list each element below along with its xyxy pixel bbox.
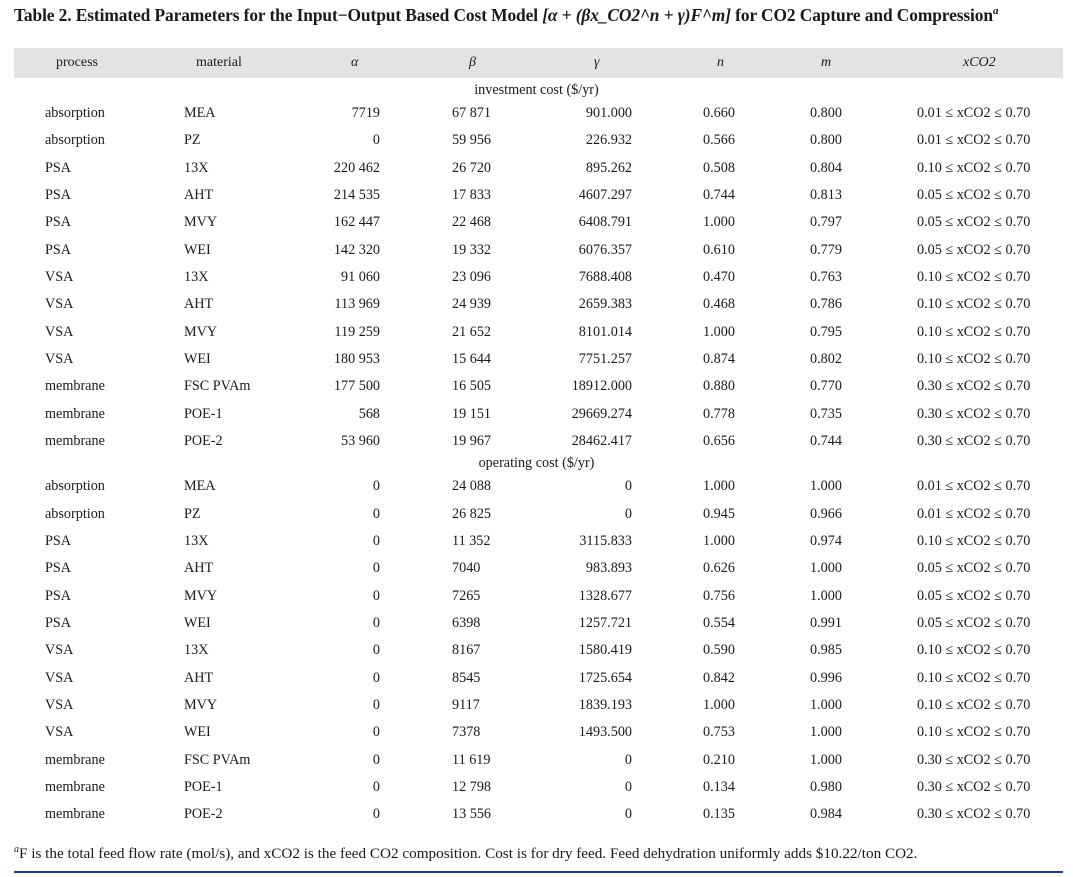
alpha-cell: 180 953 bbox=[333, 351, 380, 367]
n-cell: 1.000 bbox=[703, 214, 735, 230]
alpha-cell: 177 500 bbox=[333, 378, 380, 394]
gamma-cell: 6408.791 bbox=[578, 214, 632, 230]
alpha-cell: 0 bbox=[372, 588, 380, 604]
material-cell: PZ bbox=[184, 506, 201, 522]
m-cell: 1.000 bbox=[810, 752, 842, 768]
gamma-cell: 29669.274 bbox=[571, 406, 632, 422]
alpha-cell: 113 969 bbox=[334, 296, 380, 312]
n-cell: 0.945 bbox=[703, 506, 735, 522]
beta-cell: 15 644 bbox=[452, 351, 492, 367]
beta-cell: 16 505 bbox=[452, 378, 492, 394]
material-cell: POE-1 bbox=[184, 406, 223, 422]
xco2-range-cell: 0.30 ≤ xCO2 ≤ 0.70 bbox=[917, 406, 1031, 422]
footnote-marker: a bbox=[14, 844, 19, 855]
alpha-cell: 53 960 bbox=[340, 433, 380, 449]
gamma-cell: 1328.677 bbox=[578, 588, 632, 604]
beta-cell: 26 720 bbox=[452, 160, 492, 176]
m-cell: 0.786 bbox=[810, 296, 842, 312]
m-cell: 0.813 bbox=[810, 187, 842, 203]
table-footnote bbox=[14, 844, 917, 863]
process-cell: PSA bbox=[45, 588, 72, 604]
column-header-beta: β bbox=[469, 55, 476, 70]
process-cell: VSA bbox=[45, 642, 74, 658]
process-cell: membrane bbox=[45, 406, 105, 422]
material-cell: MEA bbox=[184, 105, 216, 121]
n-cell: 0.880 bbox=[703, 378, 735, 394]
beta-cell: 7040 bbox=[452, 560, 481, 576]
n-cell: 1.000 bbox=[703, 324, 735, 340]
n-cell: 0.660 bbox=[703, 105, 735, 121]
xco2-range-cell: 0.10 ≤ xCO2 ≤ 0.70 bbox=[917, 642, 1031, 658]
bottom-rule bbox=[14, 871, 1063, 873]
m-cell: 0.966 bbox=[810, 506, 842, 522]
process-cell: VSA bbox=[45, 697, 74, 713]
column-header-xco2-range: xCO2 bbox=[963, 55, 996, 70]
n-cell: 0.626 bbox=[703, 560, 735, 576]
n-cell: 0.744 bbox=[703, 187, 735, 203]
gamma-cell: 8101.014 bbox=[578, 324, 632, 340]
alpha-cell: 568 bbox=[358, 406, 380, 422]
material-cell: AHT bbox=[184, 187, 214, 203]
alpha-cell: 142 320 bbox=[333, 242, 380, 258]
gamma-cell: 0 bbox=[624, 806, 632, 822]
gamma-cell: 7688.408 bbox=[578, 269, 632, 285]
process-cell: membrane bbox=[45, 779, 105, 795]
gamma-cell: 226.932 bbox=[585, 132, 632, 148]
beta-cell: 19 967 bbox=[452, 433, 492, 449]
gamma-cell: 895.262 bbox=[585, 160, 632, 176]
m-cell: 0.980 bbox=[810, 779, 842, 795]
beta-cell: 19 151 bbox=[452, 406, 492, 422]
table-caption-tail: for CO2 Capture and Compression bbox=[735, 5, 993, 25]
material-cell: 13X bbox=[184, 642, 209, 658]
m-cell: 1.000 bbox=[810, 724, 842, 740]
gamma-cell: 1725.654 bbox=[578, 670, 632, 686]
m-cell: 0.996 bbox=[810, 670, 842, 686]
gamma-cell: 4607.297 bbox=[578, 187, 632, 203]
process-cell: membrane bbox=[45, 806, 105, 822]
process-cell: PSA bbox=[45, 160, 72, 176]
column-header-process: process bbox=[56, 55, 98, 70]
material-cell: POE-2 bbox=[184, 433, 223, 449]
beta-cell: 7265 bbox=[452, 588, 481, 604]
table-caption: Estimated Parameters for the Input−Output Based Cost Model bbox=[75, 5, 538, 25]
gamma-cell: 0 bbox=[624, 779, 632, 795]
process-cell: absorption bbox=[45, 506, 105, 522]
material-cell: AHT bbox=[184, 560, 214, 576]
gamma-cell: 1493.500 bbox=[578, 724, 632, 740]
process-cell: PSA bbox=[45, 615, 72, 631]
gamma-cell: 1257.721 bbox=[578, 615, 632, 631]
xco2-range-cell: 0.01 ≤ xCO2 ≤ 0.70 bbox=[917, 506, 1031, 522]
m-cell: 0.985 bbox=[810, 642, 842, 658]
process-cell: PSA bbox=[45, 533, 72, 549]
alpha-cell: 0 bbox=[372, 779, 380, 795]
column-header-material: material bbox=[196, 55, 242, 70]
beta-cell: 23 096 bbox=[452, 269, 492, 285]
n-cell: 0.842 bbox=[703, 670, 735, 686]
n-cell: 0.135 bbox=[703, 806, 735, 822]
material-cell: PZ bbox=[184, 132, 201, 148]
xco2-range-cell: 0.10 ≤ xCO2 ≤ 0.70 bbox=[917, 670, 1031, 686]
xco2-range-cell: 0.05 ≤ xCO2 ≤ 0.70 bbox=[917, 615, 1031, 631]
process-cell: membrane bbox=[45, 378, 105, 394]
material-cell: MVY bbox=[184, 324, 218, 340]
section-title: operating cost ($/yr) bbox=[478, 455, 595, 472]
alpha-cell: 220 462 bbox=[333, 160, 380, 176]
m-cell: 0.802 bbox=[810, 351, 842, 367]
material-cell: 13X bbox=[184, 160, 209, 176]
process-cell: VSA bbox=[45, 670, 74, 686]
gamma-cell: 1580.419 bbox=[578, 642, 632, 658]
beta-cell: 11 619 bbox=[452, 752, 491, 768]
beta-cell: 67 871 bbox=[452, 105, 492, 121]
xco2-range-cell: 0.10 ≤ xCO2 ≤ 0.70 bbox=[917, 697, 1031, 713]
n-cell: 0.470 bbox=[703, 269, 735, 285]
header-band bbox=[14, 48, 1063, 78]
gamma-cell: 1839.193 bbox=[578, 697, 632, 713]
alpha-cell: 0 bbox=[372, 642, 380, 658]
m-cell: 0.770 bbox=[810, 378, 842, 394]
xco2-range-cell: 0.05 ≤ xCO2 ≤ 0.70 bbox=[917, 242, 1031, 258]
m-cell: 0.984 bbox=[810, 806, 842, 822]
n-cell: 0.508 bbox=[703, 160, 735, 176]
process-cell: VSA bbox=[45, 324, 74, 340]
xco2-range-cell: 0.30 ≤ xCO2 ≤ 0.70 bbox=[917, 752, 1031, 768]
xco2-range-cell: 0.10 ≤ xCO2 ≤ 0.70 bbox=[917, 269, 1031, 285]
material-cell: FSC PVAm bbox=[184, 752, 251, 768]
gamma-cell: 0 bbox=[624, 752, 632, 768]
alpha-cell: 0 bbox=[372, 506, 380, 522]
column-header-gamma: γ bbox=[594, 55, 600, 70]
beta-cell: 8545 bbox=[452, 670, 481, 686]
beta-cell: 21 652 bbox=[452, 324, 492, 340]
xco2-range-cell: 0.10 ≤ xCO2 ≤ 0.70 bbox=[917, 724, 1031, 740]
beta-cell: 24 088 bbox=[452, 478, 492, 494]
gamma-cell: 0 bbox=[624, 506, 632, 522]
material-cell: MVY bbox=[184, 214, 218, 230]
m-cell: 1.000 bbox=[810, 588, 842, 604]
footnote-text: F is the total feed flow rate (mol/s), and xCO2 is the feed CO2 composition. Cost is for dry feed. Feed dehydration uniformly adds $10.22/ton CO2. bbox=[19, 845, 918, 863]
material-cell: FSC PVAm bbox=[184, 378, 251, 394]
material-cell: MVY bbox=[184, 588, 218, 604]
footnote-mark: a bbox=[992, 5, 999, 18]
gamma-cell: 901.000 bbox=[585, 105, 632, 121]
beta-cell: 17 833 bbox=[452, 187, 492, 203]
section-title: investment cost ($/yr) bbox=[474, 82, 599, 98]
n-cell: 0.656 bbox=[703, 433, 735, 449]
n-cell: 1.000 bbox=[703, 697, 735, 713]
xco2-range-cell: 0.05 ≤ xCO2 ≤ 0.70 bbox=[917, 187, 1031, 203]
xco2-range-cell: 0.10 ≤ xCO2 ≤ 0.70 bbox=[917, 324, 1031, 340]
m-cell: 1.000 bbox=[810, 560, 842, 576]
beta-cell: 19 332 bbox=[452, 242, 492, 258]
n-cell: 1.000 bbox=[703, 478, 735, 494]
alpha-cell: 0 bbox=[372, 697, 380, 713]
process-cell: PSA bbox=[45, 560, 72, 576]
beta-cell: 24 939 bbox=[452, 296, 492, 312]
m-cell: 0.795 bbox=[810, 324, 842, 340]
beta-cell: 22 468 bbox=[452, 214, 492, 230]
process-cell: PSA bbox=[45, 242, 72, 258]
m-cell: 1.000 bbox=[810, 478, 842, 494]
xco2-range-cell: 0.30 ≤ xCO2 ≤ 0.70 bbox=[917, 806, 1031, 822]
alpha-cell: 0 bbox=[372, 724, 380, 740]
process-cell: VSA bbox=[45, 351, 74, 367]
process-cell: PSA bbox=[45, 214, 72, 230]
n-cell: 0.753 bbox=[703, 724, 735, 740]
xco2-range-cell: 0.10 ≤ xCO2 ≤ 0.70 bbox=[917, 160, 1031, 176]
cost-formula bbox=[542, 5, 731, 25]
beta-cell: 8167 bbox=[452, 642, 481, 658]
material-cell: AHT bbox=[184, 296, 214, 312]
material-cell: 13X bbox=[184, 533, 209, 549]
m-cell: 1.000 bbox=[810, 697, 842, 713]
n-cell: 0.610 bbox=[703, 242, 735, 258]
n-cell: 0.134 bbox=[703, 779, 735, 795]
material-cell: MVY bbox=[184, 697, 218, 713]
xco2-range-cell: 0.10 ≤ xCO2 ≤ 0.70 bbox=[917, 351, 1031, 367]
m-cell: 0.991 bbox=[810, 615, 842, 631]
table-title bbox=[14, 5, 1064, 26]
xco2-range-cell: 0.05 ≤ xCO2 ≤ 0.70 bbox=[917, 214, 1031, 230]
beta-cell: 26 825 bbox=[452, 506, 492, 522]
m-cell: 0.800 bbox=[810, 105, 842, 121]
beta-cell: 13 556 bbox=[452, 806, 492, 822]
n-cell: 0.874 bbox=[703, 351, 735, 367]
alpha-cell: 0 bbox=[372, 670, 380, 686]
xco2-range-cell: 0.10 ≤ xCO2 ≤ 0.70 bbox=[917, 533, 1031, 549]
column-header-n: n bbox=[717, 55, 724, 70]
process-cell: absorption bbox=[45, 132, 105, 148]
n-cell: 0.778 bbox=[703, 406, 735, 422]
alpha-cell: 91 060 bbox=[340, 269, 380, 285]
material-cell: AHT bbox=[184, 670, 214, 686]
process-cell: absorption bbox=[45, 478, 105, 494]
m-cell: 0.744 bbox=[810, 433, 842, 449]
gamma-cell: 6076.357 bbox=[578, 242, 632, 258]
column-header-alpha: α bbox=[351, 55, 359, 70]
beta-cell: 6398 bbox=[452, 615, 481, 631]
alpha-cell: 162 447 bbox=[333, 214, 380, 230]
alpha-cell: 119 259 bbox=[334, 324, 380, 340]
n-cell: 0.210 bbox=[703, 752, 735, 768]
m-cell: 0.779 bbox=[810, 242, 842, 258]
alpha-cell: 0 bbox=[372, 478, 380, 494]
process-cell: absorption bbox=[45, 105, 105, 121]
xco2-range-cell: 0.05 ≤ xCO2 ≤ 0.70 bbox=[917, 588, 1031, 604]
column-header-m: m bbox=[821, 55, 832, 70]
process-cell: membrane bbox=[45, 433, 105, 449]
alpha-cell: 0 bbox=[372, 806, 380, 822]
material-cell: WEI bbox=[184, 242, 211, 258]
table-label: Table 2. bbox=[14, 5, 72, 25]
formula-text: [α + (βx_CO2^n + γ)F^m] bbox=[542, 5, 731, 25]
xco2-range-cell: 0.05 ≤ xCO2 ≤ 0.70 bbox=[917, 560, 1031, 576]
gamma-cell: 28462.417 bbox=[571, 433, 632, 449]
m-cell: 0.804 bbox=[810, 160, 842, 176]
beta-cell: 59 956 bbox=[452, 132, 492, 148]
process-cell: PSA bbox=[45, 187, 72, 203]
m-cell: 0.763 bbox=[810, 269, 842, 285]
material-cell: WEI bbox=[184, 615, 211, 631]
material-cell: POE-2 bbox=[184, 806, 223, 822]
process-cell: VSA bbox=[45, 269, 74, 285]
gamma-cell: 983.893 bbox=[585, 560, 632, 576]
beta-cell: 11 352 bbox=[452, 533, 491, 549]
alpha-cell: 0 bbox=[372, 615, 380, 631]
gamma-cell: 7751.257 bbox=[578, 351, 632, 367]
material-cell: WEI bbox=[184, 724, 211, 740]
xco2-range-cell: 0.30 ≤ xCO2 ≤ 0.70 bbox=[917, 779, 1031, 795]
process-cell: VSA bbox=[45, 724, 74, 740]
beta-cell: 12 798 bbox=[452, 779, 492, 795]
n-cell: 1.000 bbox=[703, 533, 735, 549]
beta-cell: 7378 bbox=[452, 724, 481, 740]
alpha-cell: 0 bbox=[372, 560, 380, 576]
xco2-range-cell: 0.30 ≤ xCO2 ≤ 0.70 bbox=[917, 433, 1031, 449]
material-cell: POE-1 bbox=[184, 779, 223, 795]
gamma-cell: 3115.833 bbox=[579, 533, 632, 549]
n-cell: 0.468 bbox=[703, 296, 735, 312]
m-cell: 0.800 bbox=[810, 132, 842, 148]
gamma-cell: 2659.383 bbox=[578, 296, 632, 312]
material-cell: WEI bbox=[184, 351, 211, 367]
m-cell: 0.735 bbox=[810, 406, 842, 422]
n-cell: 0.554 bbox=[703, 615, 735, 631]
gamma-cell: 18912.000 bbox=[571, 378, 632, 394]
alpha-cell: 214 535 bbox=[333, 187, 380, 203]
beta-cell: 9117 bbox=[452, 697, 480, 713]
n-cell: 0.590 bbox=[703, 642, 735, 658]
xco2-range-cell: 0.01 ≤ xCO2 ≤ 0.70 bbox=[917, 478, 1031, 494]
gamma-cell: 0 bbox=[624, 478, 632, 494]
material-cell: 13X bbox=[184, 269, 209, 285]
n-cell: 0.756 bbox=[703, 588, 735, 604]
material-cell: MEA bbox=[184, 478, 216, 494]
m-cell: 0.797 bbox=[810, 214, 842, 230]
alpha-cell: 0 bbox=[372, 533, 380, 549]
process-cell: VSA bbox=[45, 296, 74, 312]
xco2-range-cell: 0.30 ≤ xCO2 ≤ 0.70 bbox=[917, 378, 1031, 394]
alpha-cell: 7719 bbox=[351, 105, 380, 121]
n-cell: 0.566 bbox=[703, 132, 735, 148]
xco2-range-cell: 0.01 ≤ xCO2 ≤ 0.70 bbox=[917, 132, 1031, 148]
xco2-range-cell: 0.10 ≤ xCO2 ≤ 0.70 bbox=[917, 296, 1031, 312]
process-cell: membrane bbox=[45, 752, 105, 768]
xco2-range-cell: 0.01 ≤ xCO2 ≤ 0.70 bbox=[917, 105, 1031, 121]
m-cell: 0.974 bbox=[810, 533, 842, 549]
alpha-cell: 0 bbox=[372, 132, 380, 148]
alpha-cell: 0 bbox=[372, 752, 380, 768]
